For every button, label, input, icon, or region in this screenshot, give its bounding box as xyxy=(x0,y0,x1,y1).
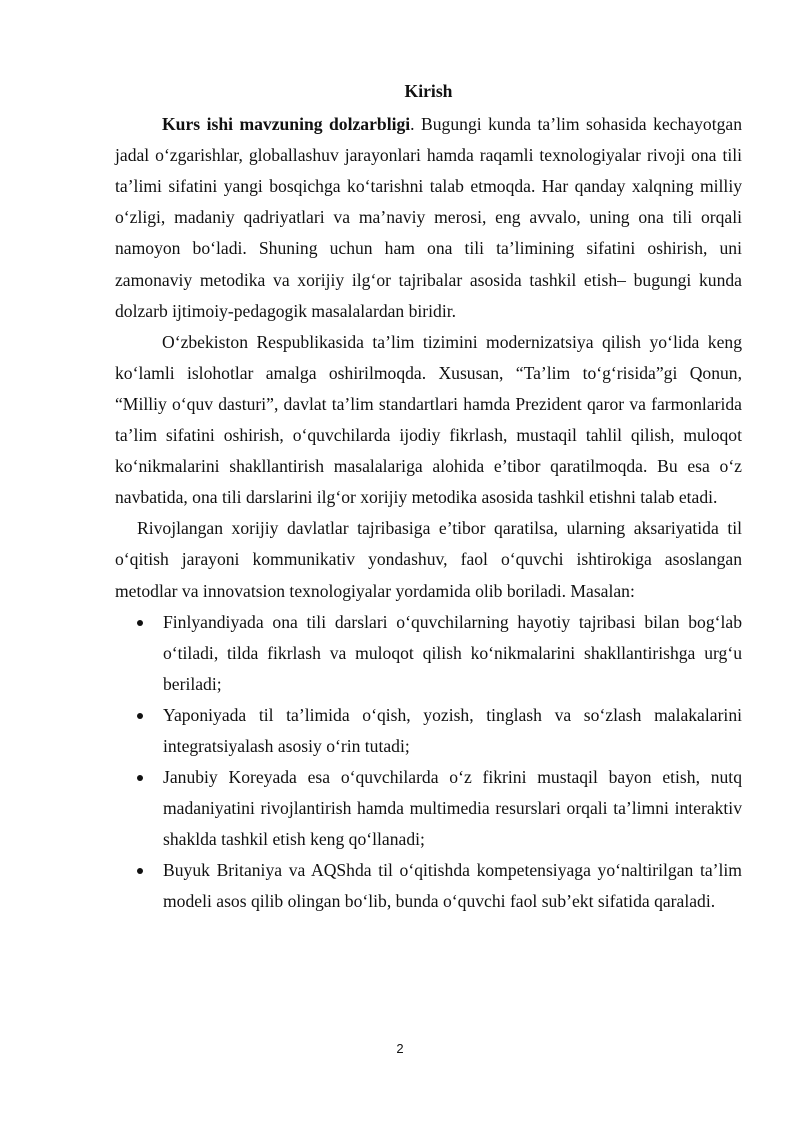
document-body xyxy=(115,76,742,918)
list-item-finland xyxy=(115,607,742,700)
paragraph-reforms: O‘zbekiston Respublikasida ta’lim tizimini modernizatsiya qilish yo‘lida keng ko‘lamli islohotlar amalga oshirilmoqda. Xususan, “Ta’lim to‘g‘risida”gi Qonun, “Milliy o‘quv dasturi”, davlat ta’lim standartlari hamda Prezident qaror va farmonlarida ta’lim sifatini oshirish, o‘quvchilarda ijodiy fikrlash, mustaqil tahlil qilish, muloqot ko‘nikmalarini shakllantirish masalalariga alohida e’tibor qaratilmoqda. Bu esa o‘z navbatida, ona tili darslarini ilg‘or xorijiy metodika asosida tashkil etishni talab etadi. xyxy=(115,331,742,508)
bullet-icon xyxy=(137,713,143,719)
bullet-icon xyxy=(137,775,143,781)
country-examples-list xyxy=(115,607,742,918)
bullet-icon xyxy=(137,868,143,874)
list-item-text: Buyuk Britaniya va AQShda til o‘qitishda kompetensiyaga yo‘naltirilgan ta’lim modeli asos qilib olingan bo‘lib, bunda o‘quvchi faol sub’ekt sifatida qaraladi. xyxy=(163,860,742,912)
list-item-text: Finlyandiyada ona tili darslari o‘quvchilarning hayotiy tajribasi bilan bog‘lab o‘tiladi, tilda fikrlash va muloqot qilish ko‘nikmalarini shakllantirishga urg‘u beriladi; xyxy=(163,611,742,694)
bullet-icon xyxy=(137,620,143,626)
page-number: 2 xyxy=(396,1041,404,1056)
paragraph-foreign-experience: Rivojlangan xorijiy davlatlar tajribasiga e’tibor qaratilsa, ularning aksariyatida til o‘qitish jarayoni kommunikativ yondashuv, faol o‘quvchi ishtirokiga asoslangan metodlar va innovatsion texnologiyalar yordamida olib boriladi. Masalan: xyxy=(115,518,742,601)
intro-lead-bold: Kurs ishi mavzuning dolzarbligi xyxy=(162,114,411,135)
list-item-text: Janubiy Koreyada esa o‘quvchilarda o‘z fikrini mustaqil bayon etish, nutq madaniyatini rivojlantirish hamda multimedia resurslari orqali ta’limni interaktiv shaklda tashkil etish keng qo‘llanadi; xyxy=(163,767,742,850)
section-title: Kirish xyxy=(404,81,453,101)
intro-paragraph xyxy=(115,109,742,327)
list-item-korea xyxy=(115,762,742,855)
list-item-uk-usa xyxy=(115,855,742,917)
list-item-text: Yaponiyada til ta’limida o‘qish, yozish, tinglash va so‘zlash malakalarini integratsiyalash asosiy o‘rin tutadi; xyxy=(163,704,742,756)
intro-lead-text: . Bugungi kunda ta’lim sohasida kechayotgan jadal o‘zgarishlar, globallashuv jarayonlari hamda raqamli texnologiyalar rivoji ona tili ta’limi sifatini yangi bosqichga ko‘tarishni talab etmoqda. Har qanday xalqning milliy o‘zligi, madaniy qadriyatlari va ma’naviy merosi, eng avvalo, uning ona tili orqali namoyon bo‘ladi. Shuning uchun ham ona tili ta’limining sifatini oshirish, uni zamonaviy metodika va xorijiy ilg‘or tajribalar asosida tashkil etish– bugungi kunda dolzarb ijtimoiy-pedagogik masalalardan biridir. xyxy=(115,114,742,321)
list-item-japan xyxy=(115,700,742,762)
